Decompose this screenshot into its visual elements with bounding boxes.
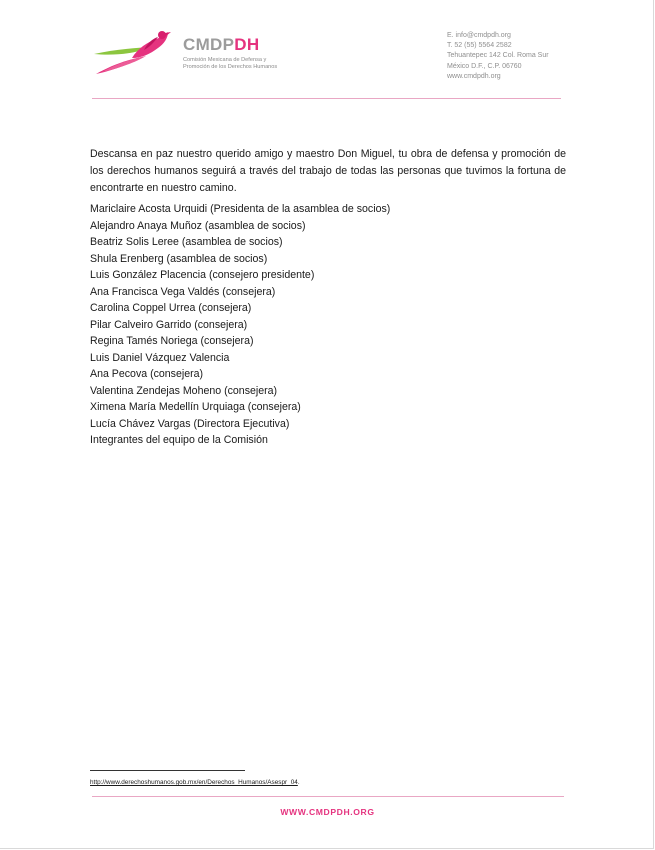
footer-website: WWW.CMDPDH.ORG bbox=[280, 807, 375, 817]
logo-title: CMDPDH bbox=[183, 35, 260, 54]
contact-street: Tehuantepec 142 Col. Roma Sur bbox=[447, 52, 549, 60]
signer-item: Mariclaire Acosta Urquidi (Presidenta de la asamblea de socios) bbox=[90, 203, 391, 215]
signer-item: Regina Tamés Noriega (consejera) bbox=[90, 335, 254, 347]
contact-city: México D.F., C.P. 06760 bbox=[447, 62, 522, 70]
signer-item: Alejandro Anaya Muñoz (asamblea de socios) bbox=[90, 219, 306, 232]
footnote-separator bbox=[90, 770, 245, 771]
signer-item: Lucía Chávez Vargas (Directora Ejecutiva) bbox=[90, 417, 290, 430]
contact-block bbox=[447, 31, 549, 82]
contact-phone: T. 52 (55) 5564 2582 bbox=[447, 42, 512, 50]
footnote-period: . bbox=[297, 779, 300, 786]
signer-item: Ana Francisca Vega Valdés (consejera) bbox=[90, 285, 276, 298]
signer-item: Integrantes del equipo de la Comisión bbox=[90, 434, 268, 446]
contact-email: E. info@cmdpdh.org bbox=[447, 32, 511, 39]
signer-item: Ana Pecova (consejera) bbox=[90, 368, 204, 380]
header-divider bbox=[92, 98, 561, 99]
signer-item: Luis Daniel Vázquez Valencia bbox=[90, 351, 230, 364]
signer-item: Luis González Placencia (consejero presidente) bbox=[90, 269, 315, 281]
footer-divider bbox=[92, 796, 564, 797]
footnote-link[interactable]: http://www.derechoshumanos.gob.mx/en/Derechos_Humanos/Asespr_04 bbox=[90, 779, 298, 786]
intro-paragraph: Descansa en paz nuestro querido amigo y maestro Don Miguel, tu obra de defensa y promoción de los derechos humanos seguirá a través del trabajo de todas las personas que tuvimos la fortuna de encontrarte en nuestro camino. bbox=[90, 147, 566, 195]
signer-item: Carolina Coppel Urrea (consejera) bbox=[90, 302, 252, 314]
logo-subtitle: Comisión Mexicana de Defensa y Promoción de los Derechos Humanos bbox=[183, 57, 278, 70]
signer-item: Beatriz Solis Leree (asamblea de socios) bbox=[90, 236, 283, 248]
signer-item: Pilar Calveiro Garrido (consejera) bbox=[90, 318, 248, 331]
footnote bbox=[90, 779, 300, 786]
signers-list bbox=[90, 201, 530, 449]
signer-item: Valentina Zendejas Moheno (consejera) bbox=[90, 384, 278, 397]
cmdpdh-bird-logo-icon bbox=[92, 28, 172, 76]
logo-wordmark bbox=[183, 36, 277, 71]
signer-item: Ximena María Medellín Urquiaga (consejera) bbox=[90, 401, 301, 413]
contact-website: www.cmdpdh.org bbox=[447, 72, 501, 80]
signer-item: Shula Erenberg (asamblea de socios) bbox=[90, 252, 268, 265]
